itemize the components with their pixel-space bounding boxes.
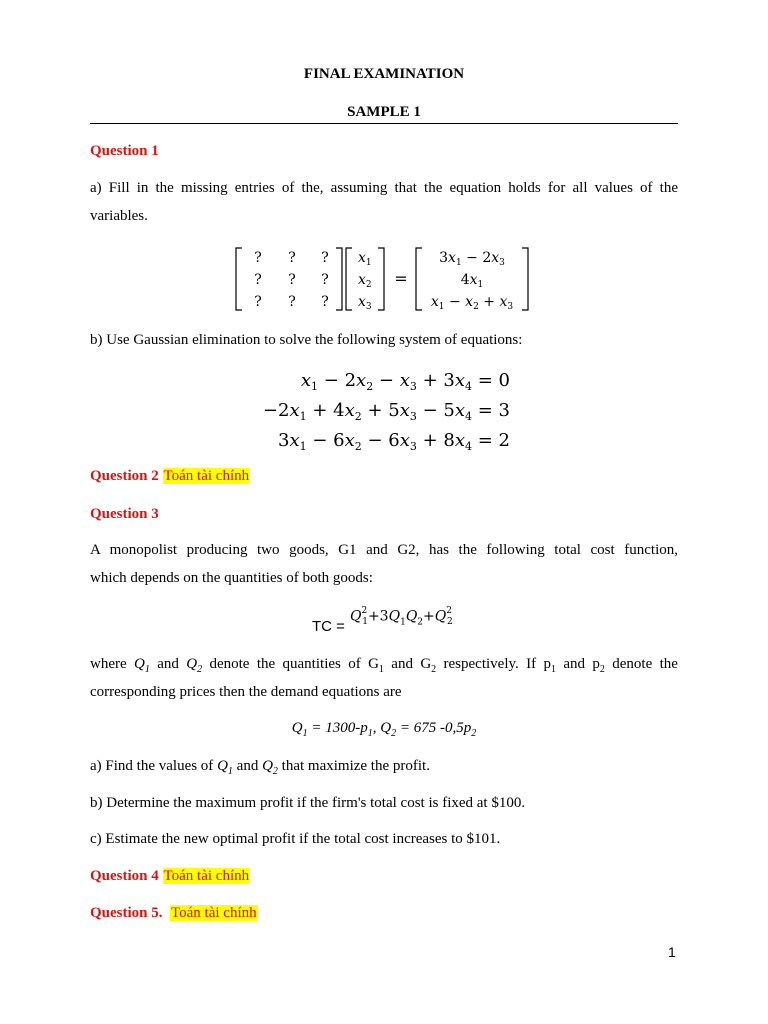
question-3-intro-line2: which depends on the quantities of both goods:: [90, 570, 373, 586]
question-4-note: Toán tài chính: [163, 868, 250, 884]
matrix-entry: ?: [321, 272, 329, 288]
question-1b-text: b) Use Gaussian elimination to solve the following system of equations:: [90, 332, 523, 348]
exam-title: FINAL EXAMINATION: [303, 66, 465, 82]
tc-label: TC =: [312, 618, 345, 635]
svg-text:x1 − x2 + x3: $x_1 - x_2 + x_3$: [430, 294, 514, 312]
question-2-heading: [90, 462, 678, 490]
question-4-heading: [90, 862, 678, 890]
question-1a-text-line1: a) Fill in the missing entries of the, assuming that the equation holds for all values of the: [90, 180, 678, 196]
question-3a-text: a) Find the values of $Q_1$ and $Q_2$ that maximize the profit.: [90, 758, 430, 777]
matrix-entry: ?: [288, 250, 296, 266]
question-5-note: Toán tài chính: [171, 905, 257, 921]
matrix-entry: ?: [321, 250, 329, 266]
question-3-intro-line1: A monopolist producing two goods, G1 and G2, has the following total cost function,: [90, 542, 678, 558]
question-5-heading: [90, 899, 678, 927]
question-1a-text-line2: variables.: [90, 208, 148, 224]
matrix-entry: ?: [288, 294, 296, 310]
question-3c-text: c) Estimate the new optimal profit if the total cost increases to $101.: [90, 831, 501, 847]
tc-formula: $Q^2_1+3Q_1Q_2+Q^2_2$: [350, 606, 453, 628]
equals-sign: =: [394, 269, 408, 288]
svg-text:x2: $x_2$: [358, 272, 372, 290]
demand-equations: $Q_1 = 1300-p_1$, $Q_2 = 675$ $-0,5p_2$: [291, 720, 477, 739]
question-3-label: Question 3: [90, 506, 159, 522]
matrix-entry: ?: [254, 294, 262, 310]
page-number: 1: [668, 944, 676, 960]
svg-text:x3: $x_3$: [358, 294, 372, 312]
svg-text:3x1 − 2x3: $3x_1 - 2x_3$: [439, 250, 505, 268]
svg-text:x1 − 2x2 − x3 + 3x4 = 0: $x_1 - 2x_2 - x_3 + 3x_4 = 0$: [300, 370, 510, 393]
question-3-where-line1: where $Q_1$ and $Q_2$ denote the quantities of $G_1$ and $G_2$ respectively. If $p_1$ and $p_2$ denote the: [90, 656, 678, 675]
question-2-label: Question 2: [90, 468, 159, 484]
svg-text:4x1: $4x_1$: [460, 272, 484, 290]
matrix-entry: ?: [288, 272, 296, 288]
question-1-label: Question 1: [90, 143, 159, 159]
total-cost-formula: [312, 606, 512, 636]
question-4-label: Question 4: [90, 868, 159, 884]
svg-text:x1: $x_1$: [358, 250, 372, 268]
question-5-label: Question 5.: [90, 905, 163, 921]
equation-system: [246, 364, 526, 456]
matrix-entry: ?: [321, 294, 329, 310]
matrix-equation: [228, 244, 538, 314]
header-rule: [90, 123, 678, 124]
question-3-where-line2: corresponding prices then the demand equations are: [90, 684, 402, 700]
svg-text:−2x1 + 4x2 + 5x3 − 5x4 = 3: $-2x_1 + 4x_2 + 5x_3 - 5x_4 = 3$: [262, 400, 510, 423]
question-3b-text: b) Determine the maximum profit if the firm's total cost is fixed at $100.: [90, 795, 526, 811]
matrix-entry: ?: [254, 250, 262, 266]
matrix-entry: ?: [254, 272, 262, 288]
svg-text:3x1 − 6x2 − 6x3 + 8x4 = 2: $3x_1 - 6x_2 - 6x_3 + 8x_4 = 2$: [277, 430, 510, 453]
question-2-note: Toán tài chính: [163, 468, 250, 484]
exam-subtitle: SAMPLE 1: [347, 104, 421, 120]
